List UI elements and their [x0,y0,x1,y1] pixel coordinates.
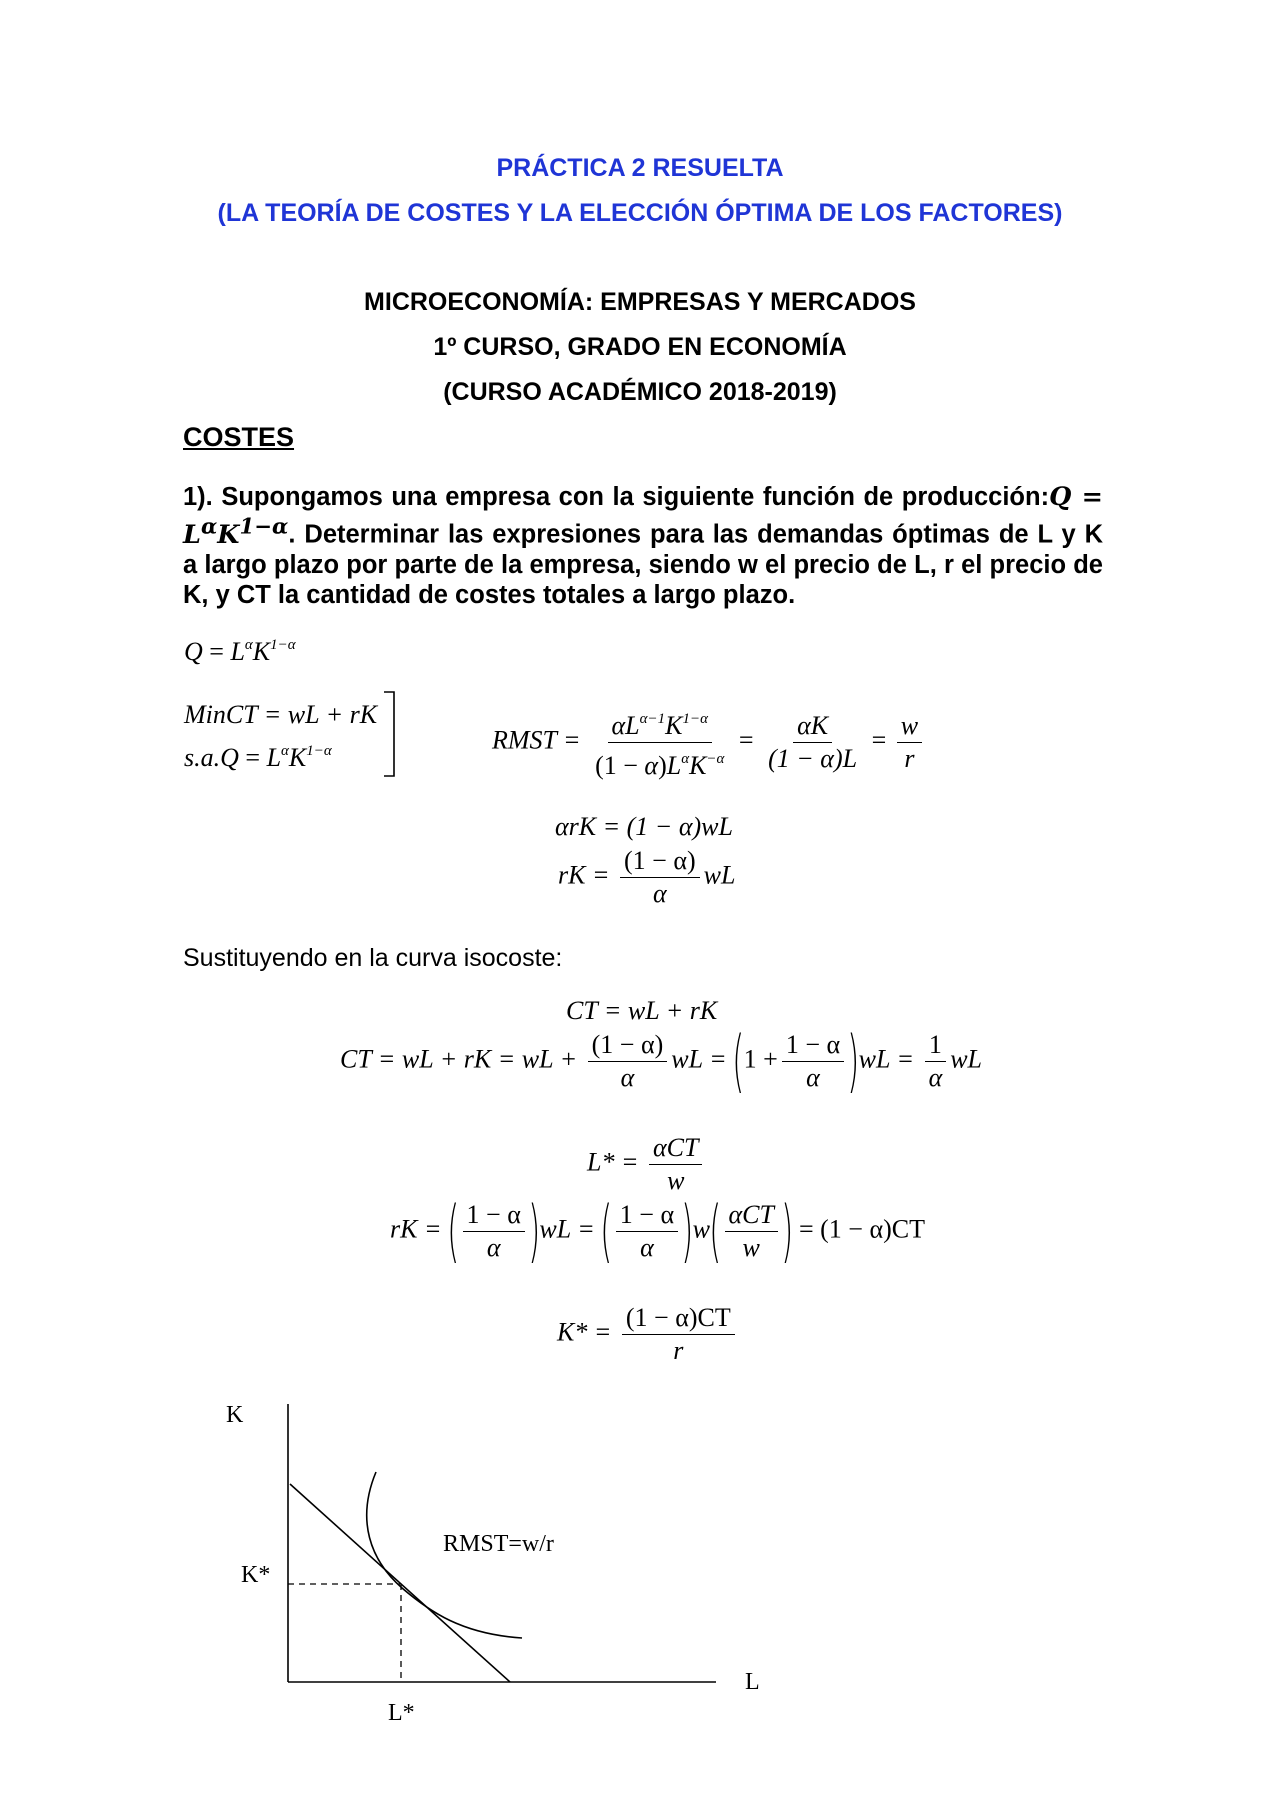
title-line-2: (LA TEORÍA DE COSTES Y LA ELECCIÓN ÓPTIMA DE LOS FACTORES) [217,199,1063,227]
tangency-label: RMST=w/r [443,1531,554,1557]
l-star-label: L* [388,1700,415,1726]
eq-rmst: RMST = $\frac{\alpha L^{\alpha-1}K^{1-\alpha}}{(1 - \alpha)L^\alpha K^{-\alpha}}$ = $\frac{\alpha K}{(1 - \alpha)L}$ = $\frac{w}{r}$ [492,704,926,781]
eq-min-cost: MinCT = wL + rK [184,700,378,729]
substitution-text: Sustituyendo en la curva isocoste: [183,944,563,972]
brace-bracket [380,690,404,778]
eq-condition: αrK = (1 − α)wL [555,812,733,841]
eq-production: $Q = L^\alpha K^{1-\alpha}$ [184,637,296,666]
course-heading: 1º CURSO, GRADO EN ECONOMÍA [433,333,847,361]
eq-subject-to: $s.a.Q = L^\alpha K^{1-\alpha}$ [184,743,332,772]
x-axis-label: L [745,1669,760,1695]
k-star-label: K* [241,1562,271,1588]
title-line-1: PRÁCTICA 2 RESUELTA [496,154,784,182]
eq-k-star: K* = $\frac{(1 - \alpha)CT}{r}$ [557,1303,739,1366]
problem-text-b: . Determinar las expresiones para las demandas óptimas de L y K a largo plazo por parte de la empresa, siendo w el precio de L, r el precio de K, y CT la cantidad de costes totales a largo plazo. [183,520,1103,609]
inline-formula: $Q = L^\alpha K^{1-\alpha}$ [183,482,1103,550]
y-axis-label: K [226,1402,244,1428]
isocost-isoquant-graph [0,1380,1280,1740]
eq-isocost: CT = wL + rK [566,996,718,1025]
subject-heading: MICROECONOMÍA: EMPRESAS Y MERCADOS [364,288,916,316]
eq-rk: rK = $\frac{(1 - \alpha)}{\alpha}$ wL [558,846,736,908]
eq-l-star: L* = $\frac{\text{αCT}}{w}$ [587,1133,706,1196]
problem-text-a: Supongamos una empresa con la siguiente función de producción: [221,483,1050,511]
eq-rk-result: rK = ( $\frac{1 - \alpha}{\alpha}$ )wL = ( $\frac{1 - \alpha}{\alpha}$ )w( $\frac{\text{αCT}}{w}$ ) = (1 − α)CT [390,1191,925,1271]
problem-statement [183,482,1103,610]
eq-isocost-expanded: CT = wL + rK = wL + $\frac{(1 - \alpha)}{\alpha}$ wL = (1 + $\frac{1 - \alpha}{\alpha}$ )wL = $\frac{1}{\alpha}$ wL [340,1021,983,1101]
isocost-line [290,1484,510,1682]
problem-number: 1). [183,483,213,511]
year-heading: (CURSO ACADÉMICO 2018-2019) [443,378,837,406]
section-title: COSTES [183,422,295,452]
